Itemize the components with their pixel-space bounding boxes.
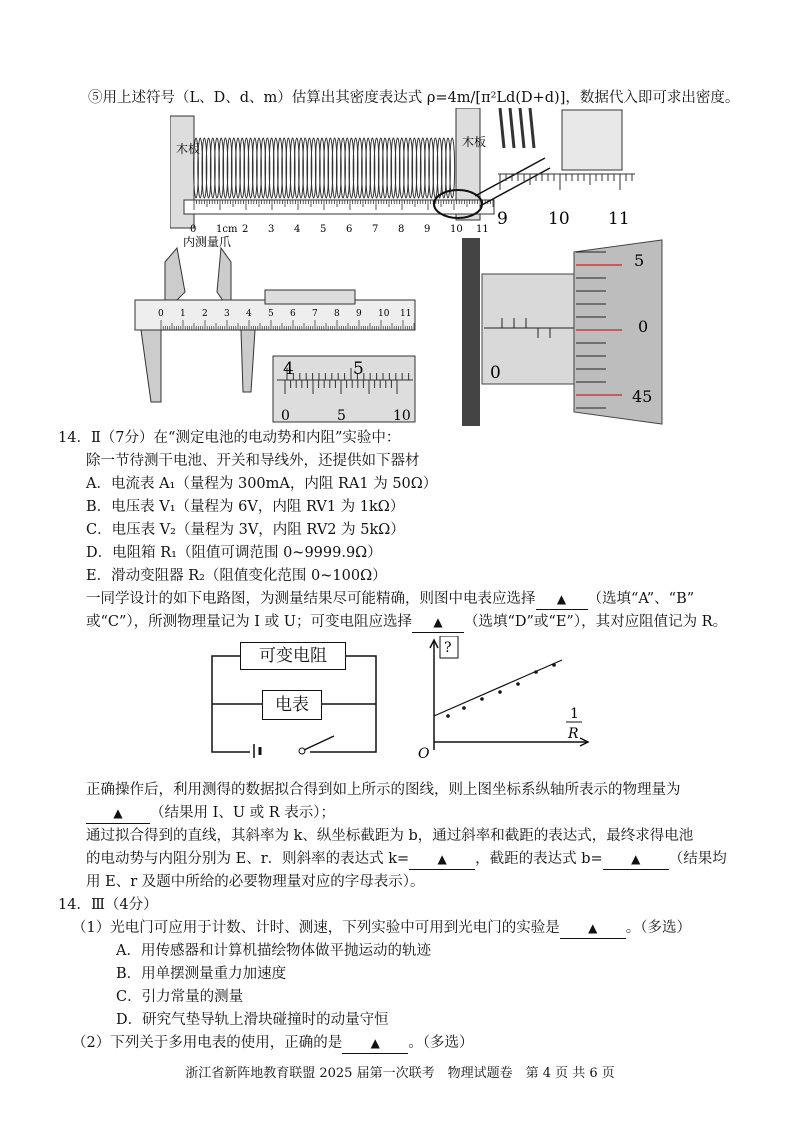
zoom-label-10: 10: [548, 209, 570, 229]
ruler-label: 11: [476, 224, 489, 235]
caliper-label: 11: [400, 309, 412, 319]
ruler-label: 0: [190, 224, 197, 235]
answer-blank-resistor[interactable]: ▲: [412, 612, 464, 633]
vernier-10: 10: [393, 408, 411, 424]
x-label-num: 1: [570, 706, 579, 722]
micrometer-figure: [462, 238, 670, 426]
circuit-diagram: [210, 640, 380, 758]
ruler-label: 7: [372, 224, 379, 235]
jaw-label: 内测量爪: [183, 235, 232, 249]
ruler-label: 8: [398, 224, 405, 235]
answer-blank-meter[interactable]: ▲: [536, 589, 588, 610]
spring-coil: [194, 138, 455, 198]
q14-2-para6: 的电动势与内阻分别为 E、r．则斜率的表达式 k= ▲ ，截距的表达式 b= ▲ （结果均: [86, 849, 727, 870]
q14-2-para2: 或“C”），所测物理量记为 I 或 U；可变电阻应选择 ▲ （选填“D”或“E”），其对应阻值记为 R。: [86, 612, 727, 633]
y-axis-label: ?: [444, 640, 452, 656]
origin-label: O: [418, 746, 430, 762]
ruler-label: 1cm: [216, 224, 238, 235]
data-point: [462, 706, 466, 710]
answer-blank-intercept[interactable]: ▲: [603, 849, 669, 870]
data-point: [552, 663, 556, 667]
answer-blank-photogate[interactable]: ▲: [560, 918, 626, 939]
vernier-0: 0: [281, 408, 290, 424]
q14-3-option-b: B．用单摆测量重力加速度: [116, 966, 287, 982]
data-point: [498, 690, 502, 694]
thimble-0: 0: [638, 317, 649, 336]
board-left-label: 木板: [176, 142, 201, 156]
coil-ruler-figure: [170, 108, 640, 238]
q14-2-header: 14．Ⅱ（7分）在“测定电池的电动势和内阻”实验中：: [58, 430, 401, 446]
board-right-label: 木板: [462, 135, 487, 149]
q14-3-q2: （2）下列关于多用电表的使用，正确的是 ▲ 。（多选）: [72, 1033, 473, 1054]
fit-graph: [410, 636, 600, 762]
data-point: [480, 697, 484, 701]
q14-2-option-a: A．电流表 A₁（量程为 300mA，内阻 RA1 为 50Ω）: [86, 476, 438, 492]
zoom-label-9: 9: [497, 209, 508, 229]
q14-3-option-c: C．引力常量的测量: [116, 989, 244, 1005]
thimble-5: 5: [634, 251, 645, 270]
q14-3-option-a: A．用传感器和计算机描绘物体做平抛运动的轨迹: [116, 943, 431, 959]
page-footer: 浙江省新阵地教育联盟 2025 届第一次联考 物理试题卷 第 4 页 共 6 页: [185, 1066, 615, 1081]
q14-3-q1: （1）光电门可应用于计数、计时、测速，下列实验中可用到光电门的实验是 ▲ 。（多选）: [72, 918, 691, 939]
caliper-label: 7: [312, 309, 318, 319]
caliper-label: 8: [334, 309, 340, 319]
ruler-label: 3: [268, 224, 275, 235]
caliper-label: 2: [202, 309, 208, 319]
thimble-45: 45: [632, 387, 653, 406]
data-point: [516, 682, 520, 686]
zoom-ruler-ticks: [500, 174, 632, 190]
ruler-label: 10: [450, 224, 463, 235]
variable-resistor-box: 可变电阻: [240, 642, 346, 670]
step5-text: ⑤用上述符号（L、D、d、m）估算出其密度表达式 ρ=4m/[π²Ld(D+d)]，数据代入即可求出密度。: [88, 90, 740, 106]
ruler-label: 6: [346, 224, 353, 235]
zoom-main-5: 5: [353, 359, 364, 379]
q14-2-para7: 用 E、r 及题中所给的必要物理量对应的字母表示）。: [86, 874, 425, 890]
vernier-5: 5: [337, 408, 346, 424]
q14-2-para4: ▲ （结果用 I、U 或 R 表示）；: [86, 803, 335, 824]
fit-line: [434, 660, 562, 716]
caliper-label: 4: [246, 309, 252, 319]
data-point: [534, 670, 538, 674]
caliper-label: 0: [158, 309, 164, 319]
caliper-label: 10: [378, 309, 390, 319]
answer-blank-multimeter[interactable]: ▲: [342, 1033, 408, 1054]
caliper-label: 6: [290, 309, 296, 319]
q14-2-option-b: B．电压表 V₁（量程为 6V，内阻 RV1 为 1kΩ）: [86, 499, 405, 515]
caliper-label: 1: [180, 309, 186, 319]
q14-2-intro: 除一节待测干电池、开关和导线外，还提供如下器材: [86, 453, 420, 469]
q14-2-para1: 一同学设计的如下电路图，为测量结果尽可能精确，则图中电表应选择 ▲ （选填“A”、“B”: [86, 589, 694, 610]
q14-2-option-e: E．滑动变阻器 R₂（阻值变化范围 0~100Ω）: [86, 568, 387, 584]
q14-2-option-d: D．电阻箱 R₁（阻值可调范围 0~9999.9Ω）: [86, 545, 382, 561]
caliper-label: 9: [356, 309, 362, 319]
ruler-label: 2: [242, 224, 249, 235]
q14-3-header: 14．Ⅲ（4分）: [58, 897, 158, 913]
caliper-label: 3: [224, 309, 230, 319]
answer-blank-yaxis[interactable]: ▲: [86, 803, 150, 824]
data-point: [446, 714, 450, 718]
q14-2-para5: 通过拟合得到的直线，其斜率为 k、纵坐标截距为 b，通过斜率和截距的表达式，最终求得电池: [86, 828, 694, 844]
answer-blank-slope[interactable]: ▲: [409, 849, 475, 870]
q14-2-para3: 正确操作后，利用测得的数据拟合得到如上所示的图线，则上图坐标系纵轴所表示的物理量为: [86, 782, 681, 798]
ruler-label: 4: [294, 224, 301, 235]
sleeve-zero: 0: [490, 363, 501, 383]
caliper-label: 5: [268, 309, 274, 319]
meter-box: 电表: [262, 690, 322, 720]
q14-2-option-c: C．电压表 V₂（量程为 3V，内阻 RV2 为 5kΩ）: [86, 522, 405, 538]
x-label-den: R: [568, 726, 579, 742]
q14-3-option-d: D．研究气垫导轨上滑块碰撞时的动量守恒: [116, 1012, 389, 1028]
zoom-main-4: 4: [283, 359, 294, 379]
vernier-caliper-figure: [125, 232, 425, 424]
zoom-label-11: 11: [608, 209, 630, 229]
ruler-label: 9: [424, 224, 431, 235]
ruler-label: 5: [320, 224, 327, 235]
